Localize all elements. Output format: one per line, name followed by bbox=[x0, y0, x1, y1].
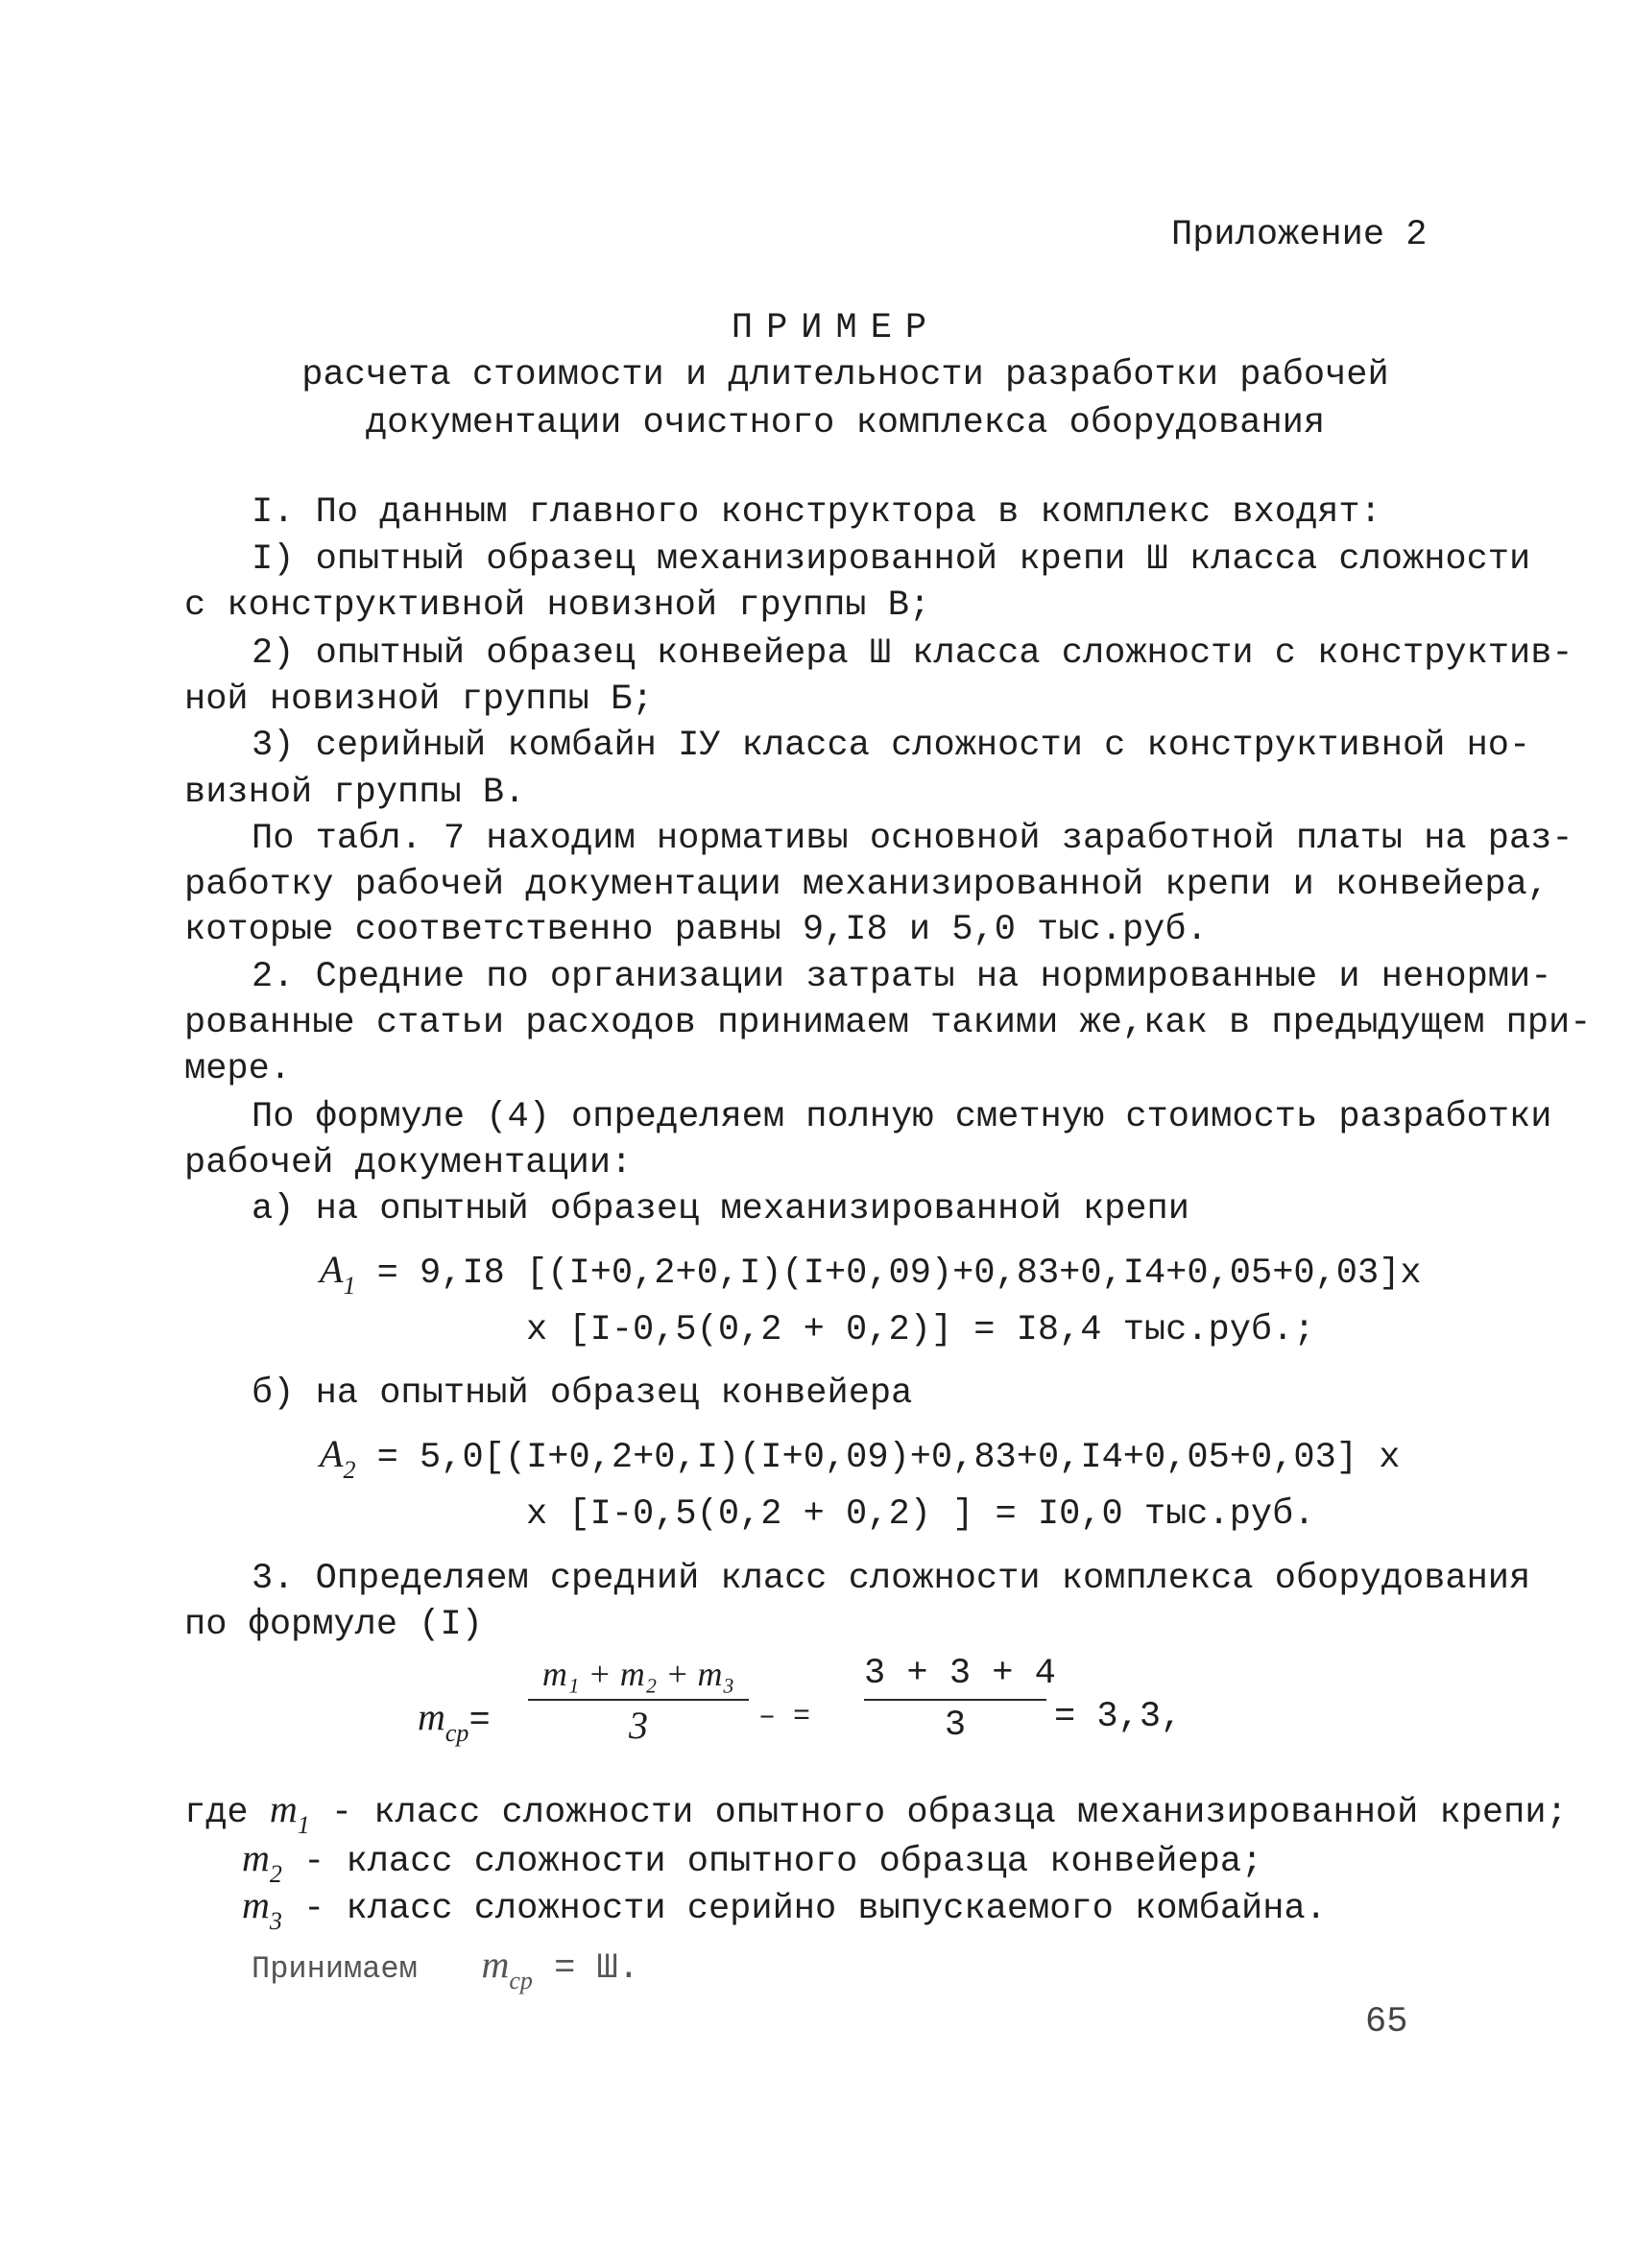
definition-text: - класс сложности опытного образца механизированной крепи; bbox=[309, 1793, 1568, 1833]
formula-symbol: m bbox=[418, 1695, 445, 1738]
paragraph-line: 3) серийный комбайн IУ класса сложности с конструктивной но- bbox=[252, 726, 1531, 766]
fraction-denominator: 3 bbox=[944, 1706, 967, 1746]
paragraph-line: рабочей документации: bbox=[184, 1143, 633, 1183]
formula-mid: – = bbox=[758, 1701, 811, 1733]
paragraph-line: мере. bbox=[184, 1049, 292, 1089]
formula-a1-line-2: x [I-0,5(0,2 + 0,2)] = I8,4 тыс.руб.; bbox=[526, 1310, 1315, 1350]
paragraph-line: с конструктивной новизной группы В; bbox=[184, 585, 931, 626]
page-title: ПРИМЕР bbox=[731, 308, 941, 348]
definition-m3 bbox=[242, 1882, 1327, 1935]
paragraph-line: 2. Средние по организации затраты на нормированные и ненорми- bbox=[252, 957, 1552, 997]
appendix-label: Приложение 2 bbox=[1171, 215, 1428, 255]
paragraph-line: По табл. 7 находим нормативы основной заработной платы на раз- bbox=[252, 819, 1573, 859]
paragraph-line: 2) опытный образец конвейера Ш класса сложности с конструктив- bbox=[252, 633, 1573, 674]
formula-index: 2 bbox=[269, 1860, 282, 1888]
paragraph-line: I) опытный образец механизированной крепи Ш класса сложности bbox=[252, 539, 1531, 580]
formula-a2-line-2: x [I-0,5(0,2 + 0,2) ] = I0,0 тыс.руб. bbox=[526, 1494, 1315, 1535]
paragraph-line: работку рабочей документации механизированной крепи и конвейера, bbox=[184, 865, 1549, 905]
formula-expression: = 5,0[(I+0,2+0,I)(I+0,09)+0,83+0,I4+0,05+0,03] x bbox=[355, 1438, 1401, 1478]
paragraph-line: рованные статьи расходов принимаем такими же,как в предыдущем при- bbox=[184, 1003, 1592, 1043]
formula-expression: = 9,I8 [(I+0,2+0,I)(I+0,09)+0,83+0,I4+0,05+0,03]x bbox=[355, 1253, 1422, 1294]
paragraph-line: по формуле (I) bbox=[184, 1605, 483, 1645]
definition-prefix: где bbox=[184, 1793, 270, 1833]
fraction-bar bbox=[528, 1699, 749, 1701]
conclusion-value: = Ш. bbox=[532, 1948, 639, 1989]
formula-index: ср bbox=[509, 1967, 533, 1994]
paragraph-line: а) на опытный образец механизированной крепи bbox=[252, 1189, 1189, 1229]
formula-symbol: A bbox=[320, 1432, 344, 1475]
paragraph-line: По формуле (4) определяем полную сметную стоимость разработки bbox=[252, 1097, 1552, 1137]
fraction-bar bbox=[864, 1699, 1046, 1701]
fraction-denominator: 3 bbox=[629, 1704, 648, 1747]
fraction-numerator: m₁ + m₂ + m₃ bbox=[541, 1655, 735, 1693]
subtitle-line-2: документации очистного комплекса оборудования bbox=[365, 403, 1326, 443]
fraction-numerator: 3 + 3 + 4 bbox=[864, 1654, 1056, 1694]
conclusion-label: Принимаем bbox=[252, 1951, 418, 1987]
subtitle-line-1: расчета стоимости и длительности разработки рабочей bbox=[301, 355, 1389, 395]
formula-a1-line-1 bbox=[320, 1247, 1422, 1300]
paragraph-line: б) на опытный образец конвейера bbox=[252, 1373, 913, 1414]
page-number: 65 bbox=[1365, 2002, 1408, 2042]
definition-text: - класс сложности опытного образца конвейера; bbox=[281, 1842, 1263, 1882]
formula-a2-line-1 bbox=[320, 1431, 1401, 1484]
formula-index: 2 bbox=[343, 1456, 356, 1484]
formula-symbol: m bbox=[242, 1883, 270, 1926]
conclusion bbox=[252, 1942, 639, 1994]
formula-symbol: m bbox=[481, 1943, 510, 1986]
formula-index: ср bbox=[444, 1719, 469, 1747]
formula-index: 1 bbox=[343, 1272, 356, 1300]
paragraph-line: 3. Определяем средний класс сложности комплекса оборудования bbox=[252, 1559, 1531, 1599]
formula-index: 1 bbox=[297, 1811, 310, 1839]
equals-sign: = bbox=[468, 1701, 491, 1741]
definition-m2 bbox=[242, 1835, 1263, 1888]
paragraph-line: ной новизной группы Б; bbox=[184, 680, 654, 720]
paragraph-line: которые соответственно равны 9,I8 и 5,0 тыс.руб. bbox=[184, 910, 1208, 950]
paragraph-line: визной группы В. bbox=[184, 773, 526, 813]
formula-symbol: m bbox=[269, 1787, 298, 1830]
fraction-symbolic bbox=[528, 1651, 749, 1749]
definition-m1 bbox=[184, 1786, 1568, 1839]
formula-symbol: A bbox=[320, 1248, 344, 1291]
formula-symbol: m bbox=[242, 1836, 270, 1879]
definition-text: - класс сложности серийно выпускаемого комбайна. bbox=[281, 1889, 1327, 1929]
formula-mcp-lhs bbox=[418, 1694, 491, 1747]
fraction-numeric bbox=[864, 1651, 1056, 1749]
formula-result: = 3,3, bbox=[1054, 1697, 1183, 1737]
paragraph-line: I. По данным главного конструктора в комплекс входят: bbox=[252, 492, 1381, 533]
formula-index: 3 bbox=[269, 1907, 282, 1935]
